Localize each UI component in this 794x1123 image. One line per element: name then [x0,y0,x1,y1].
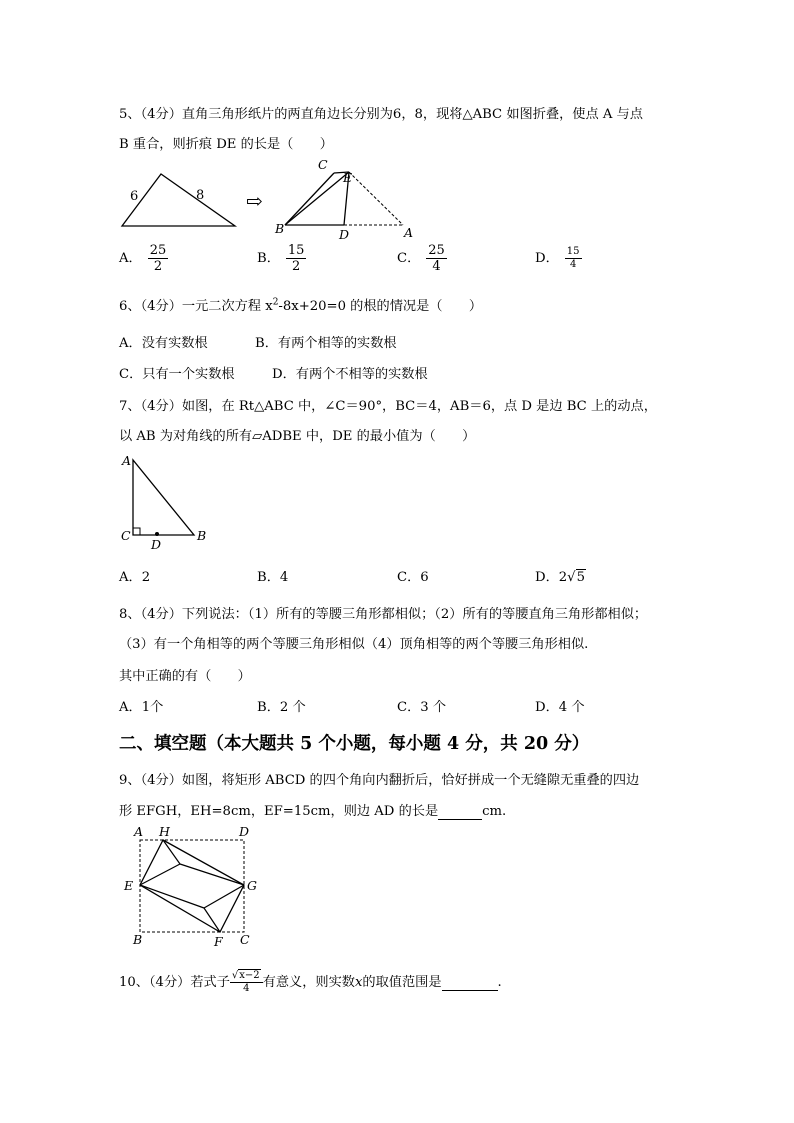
fraction: $\frac{15}{4}$ [566,246,580,270]
q10-stem: 10、（4分）若式子 $\frac{√x-2}{4}$ 有意义，则实数x的取值范围是 . [119,970,502,994]
q8-option-d[interactable]: D．4 个 [535,700,585,715]
q8-stem-line1: 8、（4分）下列说法：（1）所有的等腰三角形都相似；（2）所有的等腰直角三角形都相似； [119,607,648,622]
q5-option-b[interactable] [257,243,306,274]
q7-option-b[interactable]: B．4 [257,570,289,585]
q5-label-6: 6 [130,189,139,204]
q5-option-a[interactable] [119,243,168,274]
q5-figure-left [118,168,240,230]
sqrt-icon: √ [231,970,239,981]
answer-blank[interactable] [442,975,498,991]
option-letter: D． [535,251,559,266]
q7-figure [118,452,214,552]
answer-blank[interactable] [438,804,482,820]
q8-option-c[interactable]: C．3 个 [397,700,447,715]
section-heading: 二、填空题（本大题共 5 个小题，每小题 4 分，共 20 分） [119,734,590,754]
q7-label-D: D [151,537,162,552]
fraction: $\frac{25}{4}$ [428,243,445,274]
q9-label-D: D [239,824,250,839]
option-letter: A． [119,251,142,266]
q5-stem-line2: B 重合，则折痕 DE 的长是（ ） [119,137,333,152]
q5-option-d[interactable] [535,246,582,271]
q5-option-c[interactable] [397,243,447,274]
sqrt-icon: √ [567,570,576,585]
option-letter: C． [397,251,421,266]
q6-option-c[interactable]: C．只有一个实数根 [119,367,235,382]
q6-option-b[interactable]: B．有两个相等的实数根 [255,336,397,351]
q9-stem-line1: 9、（4分）如图，将矩形 ABCD 的四个角向内翻折后，恰好拼成一个无缝隙无重叠的四边 [119,773,640,788]
option-letter: B． [257,251,280,266]
q7-stem-line1: 7、（4分）如图，在 Rt△ABC 中，∠C＝90°，BC＝4，AB＝6，点 D 是边 BC 上的动点， [119,399,657,414]
q9-stem-line2: 形 EFGH，EH=8cm，EF=15cm，则边 AD 的长是 cm. [119,804,507,819]
q5-figure-right [272,155,418,239]
q7-option-a[interactable]: A．2 [119,570,151,585]
q10-fraction: $\frac{√x-2}{4}$ [230,970,263,995]
q5-label-D: D [339,227,350,239]
q5-label-C: C [318,157,328,172]
q9-label-B: B [133,932,143,947]
q5-label-E: E [343,170,353,185]
fraction: $\frac{25}{2}$ [149,243,167,274]
q5-label-B: B [275,221,285,236]
q9-label-G: G [247,878,257,893]
q7-label-B: B [197,528,207,543]
q8-stem-line3: 其中正确的有（ ） [119,669,251,684]
q9-label-F: F [214,934,223,949]
q6-option-d[interactable]: D．有两个不相等的实数根 [272,367,428,382]
q7-option-d[interactable]: D．2√5 [535,570,585,585]
q5-label-A: A [404,225,414,239]
q7-label-C: C [121,528,131,543]
q9-label-C: C [240,932,250,947]
q6-stem: 6、（4分）一元二次方程 $x^2-8x+20=0$ 的根的情况是（ ） [119,297,483,314]
q6-option-a[interactable]: A．没有实数根 [119,336,208,351]
q5-stem-line1: 5、（4分）直角三角形纸片的两直角边长分别为6，8，现将△ABC 如图折叠，使点 A 与点 [119,107,643,122]
fraction: $\frac{15}{2}$ [287,243,305,274]
q8-stem-line2: （3）有一个角相等的两个等腰三角形相似（4）顶角相等的两个等腰三角形相似. [119,637,589,652]
q8-option-b[interactable]: B．2 个 [257,700,306,715]
q9-label-A: A [134,824,144,839]
q9-figure [118,822,262,950]
q7-stem-line2: 以 AB 为对角线的所有▱ADBE 中，DE 的最小值为（ ） [119,429,476,444]
q7-option-c[interactable]: C．6 [397,570,429,585]
q8-option-a[interactable]: A．1个 [119,700,164,715]
q7-label-A: A [122,453,132,468]
arrow-icon: ⇨ [246,189,263,213]
q5-label-8: 8 [196,188,205,203]
q9-label-H: H [159,824,170,839]
q9-label-E: E [124,878,134,893]
